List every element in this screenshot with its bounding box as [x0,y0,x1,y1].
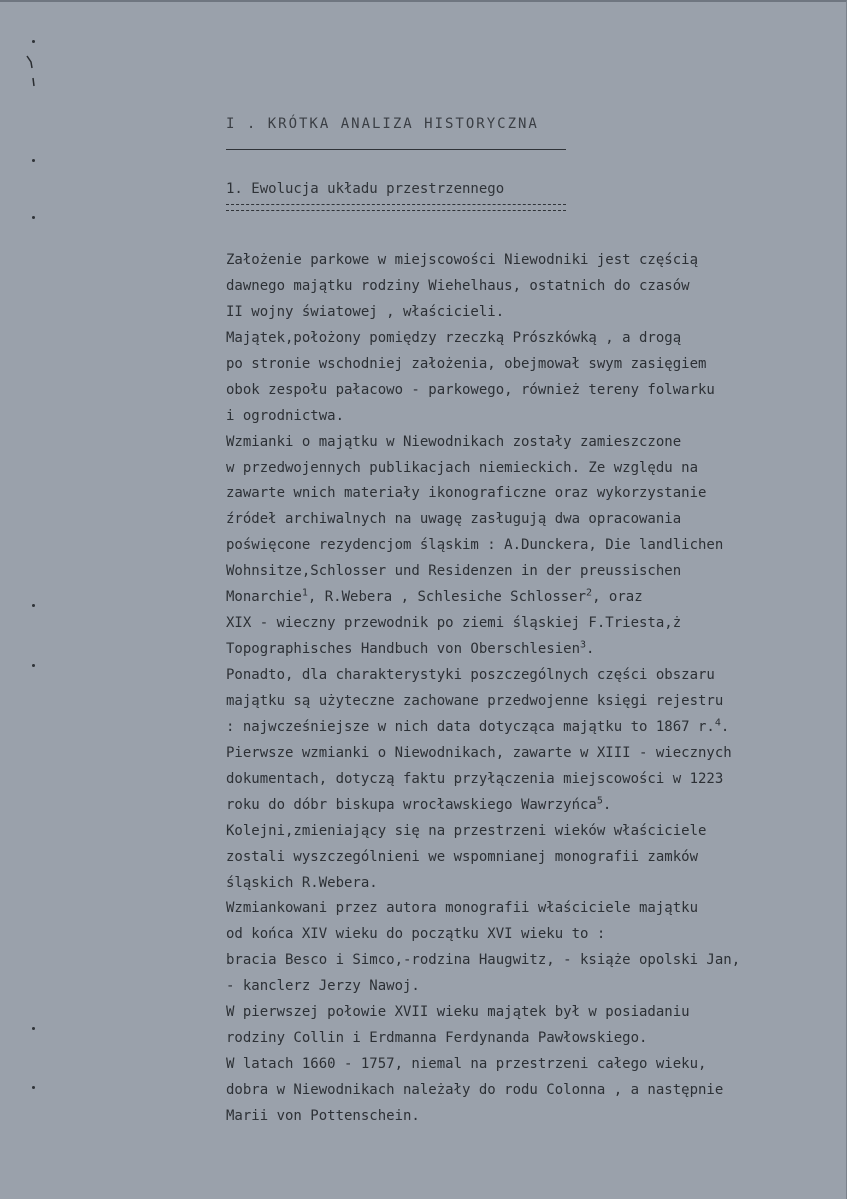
text-line [226,637,838,663]
text-line: w przedwojennych publikacjach niemieckich. Ze względu na [226,459,699,476]
text-line: Marii von Pottenschein. [226,1107,420,1124]
text-fragment: , oraz [592,589,643,606]
text-line [226,611,838,637]
footnote-ref: 4 [714,717,721,729]
text-line-with-footnotes [226,585,838,611]
text-fragment: , R.Webera , Schlesiche Schlosser [307,589,587,606]
text-line: dobra w Niewodnikach należały do rodu Colonna , a następnie [226,1082,724,1098]
text-line: W pierwszej połowie XVII wieku majątek był w posiadaniu [226,1004,690,1021]
margin-dot [32,1027,35,1030]
text-line: Pierwsze wzmianki o Niewodnikach, zawarte w XIII - wiecznych [226,744,732,761]
text-line: poświęcone rezydencjom śląskim : A.Dunckera, Die landlichen [226,537,724,554]
footnote-ref: 2 [586,587,593,599]
text-line: zostali wyszczególnieni we wspomnianej monografii zamków [226,848,699,865]
text-line: źródeł archiwalnych na uwagę zasługują dwa opracowania [226,511,682,528]
text-line: od końca XIV wieku do początku XVI wieku to : [226,926,606,943]
text-line: obok zespołu pałacowo - parkowego, również tereny folwarku [226,381,715,398]
margin-dot [32,1086,35,1089]
text-line: dokumentach, dotyczą faktu przyłączenia miejscowości w 1223 [226,770,724,787]
margin-dot [32,40,35,43]
text-line: Wzmiankowani przez autora monografii właściciele majątku [226,900,699,917]
footnote-ref: 3 [580,639,587,651]
text-line [226,715,838,741]
body-text [226,248,838,1130]
text-fragment: : najwcześniejsze w nich data dotycząca majątku to 1867 r. [226,718,715,735]
footnote-ref: 1 [301,587,308,599]
text-line: Majątek,położony pomiędzy rzeczką Prószkówką , a drogą [226,329,682,346]
text-line: Kolejni,zmieniający się na przestrzeni wieków właściciele [226,822,707,839]
text-line: - kanclerz Jerzy Nawoj. [226,978,420,995]
text-fragment: . [602,796,612,813]
margin-dot [32,159,35,162]
stray-mark: ż [672,615,682,632]
text-line: zawarte wnich materiały ikonograficzne oraz wykorzystanie [226,485,707,502]
text-line: bracia Besco i Simco,-rodzina Haugwitz, - książe opolski Jan, [226,952,741,969]
text-fragment: . [586,641,595,658]
staple-mark [24,48,36,98]
text-line: Ponadto, dla charakterystyki poszczególnych części obszaru [226,667,715,683]
text-line: W latach 1660 - 1757, niemal na przestrzeni całego wieku, [226,1056,707,1073]
title-underline [226,149,566,150]
text-line: dawnego majątku rodziny Wiehelhaus, ostatnich do czasów [226,277,690,294]
text-fragment: roku do dóbr biskupa wrocławskiego Wawrzyńca [226,796,597,813]
subsection-title: 1. Ewolucja układu przestrzennego [226,181,505,197]
margin-dot [32,216,35,219]
subtitle-double-underline [226,204,566,211]
text-fragment: . [720,718,730,735]
text-fragment: Topographisches Handbuch von Oberschlesien [226,641,581,658]
margin-dot [32,664,35,667]
text-fragment: XIX - wieczny przewodnik po ziemi śląskiej F.Triesta, [226,615,673,632]
margin-dot [32,604,35,607]
footnote-ref: 5 [596,795,603,807]
text-line: rodziny Collin i Erdmanna Ferdynanda Pawłowskiego. [226,1030,648,1047]
text-line: II wojny światowej , właścicieli. [226,303,505,320]
text-line: śląskich R.Webera. [226,874,378,891]
text-line: po stronie wschodniej założenia, obejmował swym zasięgiem [226,355,707,372]
text-line: Założenie parkowe w miejscowości Niewodniki jest częścią [226,252,699,268]
text-fragment: Monarchie [226,589,302,606]
text-line: majątku są użyteczne zachowane przedwojenne księgi rejestru [226,692,724,709]
section-title: I . KRÓTKA ANALIZA HISTORYCZNA [226,116,539,132]
text-line: Wohnsitze,Schlosser und Residenzen in der preussischen [226,563,682,580]
text-line [226,793,838,819]
text-line: i ogrodnictwa. [226,407,345,424]
text-line: Wzmianki o majątku w Niewodnikach zostały zamieszczone [226,433,682,450]
